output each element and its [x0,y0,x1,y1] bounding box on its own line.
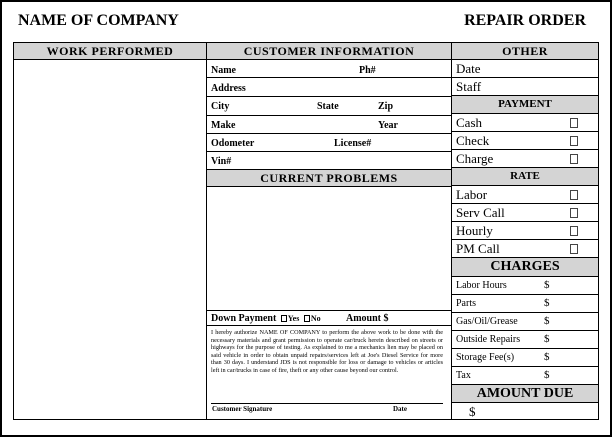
rate-serv-call-row[interactable] [452,204,598,222]
company-name: NAME OF COMPANY [18,12,179,29]
payment-header: PAYMENT [452,96,598,114]
charge-parts-row[interactable] [452,295,598,313]
amount-label: Amount $ [346,313,389,324]
rate-serv-call-label: Serv Call [456,205,505,220]
payment-charge-row[interactable] [452,150,598,168]
customer-column [207,43,452,419]
payment-check-row[interactable] [452,132,598,150]
current-problems-area[interactable] [207,187,451,311]
charge-parts-label: Parts [456,298,476,309]
charge-tax-currency: $ [544,369,550,381]
work-performed-area[interactable] [14,60,206,419]
serv-call-checkbox[interactable] [570,208,578,218]
charge-gas-oil-row[interactable] [452,313,598,331]
charge-gas-oil-currency: $ [544,315,550,327]
authorization-text: I hereby authorize NAME OF COMPANY to perform the above work to be done with the necessary materials and grant permission to operate car/truck herein described on streets or highways for the purpose of testing. As explained to me a mechanics lien may be placed on said vehicle in order to obtain unpaid repairs/services left at Joe's Diesel Service for more than 30 days. I understand JDS is not responsible for loss or damage to vehicles or articles left in car/trucks in case of fire, theft or any other cause beyond our control. [211,329,443,374]
charge-parts-currency: $ [544,297,550,309]
cash-checkbox[interactable] [570,118,578,128]
name-row[interactable] [207,60,451,78]
form-grid [13,42,599,420]
charge-outside-repairs-label: Outside Repairs [456,334,521,345]
zip-label: Zip [378,101,394,112]
down-payment-divider [207,325,451,326]
make-row[interactable] [207,116,451,134]
charge-outside-repairs-row[interactable] [452,331,598,349]
charge-gas-oil-label: Gas/Oil/Grease [456,316,518,327]
charge-tax-label: Tax [456,370,471,381]
payment-check-label: Check [456,133,490,148]
other-date-label: Date [456,61,481,76]
payment-cash-row[interactable] [452,114,598,132]
charge-tax-row[interactable] [452,367,598,385]
other-header: OTHER [452,43,598,60]
other-staff-label: Staff [456,79,482,94]
work-performed-column [14,43,207,419]
yes-label: Yes [287,314,300,323]
charge-storage-label: Storage Fee(s) [456,352,515,363]
pm-call-checkbox[interactable] [570,244,578,254]
rate-hourly-row[interactable] [452,222,598,240]
no-checkbox[interactable] [304,315,310,322]
charge-labor-hours-currency: $ [544,279,550,291]
signature-label: Customer Signature [212,405,273,413]
payment-charge-label: Charge [456,151,494,166]
odometer-label: Odometer [211,138,255,149]
charge-labor-hours-row[interactable] [452,277,598,295]
rate-hourly-label: Hourly [456,223,493,238]
year-label: Year [378,120,398,131]
phone-label: Ph# [359,65,376,76]
license-label: License# [334,138,372,149]
state-label: State [317,101,339,112]
down-payment-label: Down Payment [211,313,277,324]
vin-label: Vin# [211,156,232,167]
date-label: Date [393,405,407,413]
rate-pm-call-row[interactable] [452,240,598,258]
amount-due-header: AMOUNT DUE [452,385,598,403]
vin-row[interactable] [207,152,451,170]
charge-outside-repairs-currency: $ [544,333,550,345]
name-label: Name [211,65,236,76]
charge-labor-hours-label: Labor Hours [456,280,507,291]
labor-checkbox[interactable] [570,190,578,200]
payment-cash-label: Cash [456,115,482,130]
rate-pm-call-label: PM Call [456,241,500,256]
work-performed-header: WORK PERFORMED [14,43,206,60]
charge-checkbox[interactable] [570,154,578,164]
charge-storage-currency: $ [544,351,550,363]
customer-information-header: CUSTOMER INFORMATION [207,43,451,60]
signature-line[interactable] [211,403,443,404]
city-label: City [211,101,230,112]
yes-checkbox[interactable] [281,315,287,322]
other-staff-row[interactable] [452,78,598,96]
other-date-row[interactable] [452,60,598,78]
amount-due-value[interactable]: $ [469,404,476,419]
rate-header: RATE [452,168,598,186]
rate-labor-row[interactable] [452,186,598,204]
charges-header: CHARGES [452,258,598,277]
current-problems-header: CURRENT PROBLEMS [207,170,451,187]
hourly-checkbox[interactable] [570,226,578,236]
down-payment-row [211,313,321,324]
charge-storage-row[interactable] [452,349,598,367]
no-label: No [310,314,321,323]
address-label: Address [211,83,246,94]
make-label: Make [211,120,236,131]
check-checkbox[interactable] [570,136,578,146]
other-column [452,43,598,419]
form-title: REPAIR ORDER [464,12,586,29]
rate-labor-label: Labor [456,187,488,202]
